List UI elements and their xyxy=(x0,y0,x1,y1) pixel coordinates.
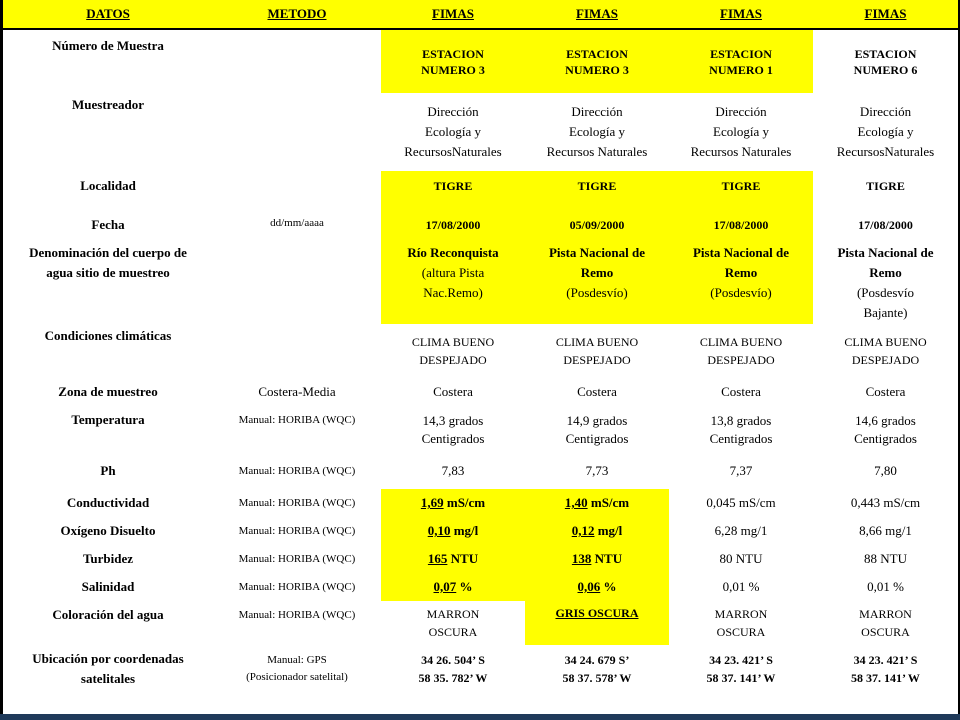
value-cell: 17/08/2000 xyxy=(381,201,525,241)
row-label: Condiciones climáticas xyxy=(44,328,172,343)
table-row xyxy=(3,453,958,489)
value-cell: Dirección Ecología y Recursos Naturales xyxy=(546,104,648,159)
value-cell: 0,07 % xyxy=(381,573,525,601)
value-cell: 88 NTU xyxy=(864,551,907,566)
header-fimas-4: FIMAS xyxy=(813,0,958,29)
value-cell: Río Reconquista (altura Pista Nac.Remo) xyxy=(381,241,525,324)
method-cell: dd/mm/aaaa xyxy=(270,217,324,229)
table-row xyxy=(3,573,958,601)
value-cell: 0,01 % xyxy=(867,579,904,594)
value-cell: 165 NTU xyxy=(381,545,525,573)
value-cell: 34 26. 504’ S 58 35. 782’ W xyxy=(418,653,488,685)
value-cell: 34 23. 421’ S 58 37. 141’ W xyxy=(706,653,776,685)
row-label: Ph xyxy=(100,463,116,478)
method-cell: Manual: HORIBA (WQC) xyxy=(238,609,356,621)
method-cell: Manual: HORIBA (WQC) xyxy=(238,553,356,565)
value-cell: 0,01 % xyxy=(722,579,760,594)
value-cell: Pista Nacional de Remo (Posdesvío) xyxy=(525,241,669,324)
header-datos: DATOS xyxy=(3,0,213,29)
value-cell: 0,10 mg/l xyxy=(381,517,525,545)
value-cell: TIGRE xyxy=(381,171,525,201)
table-row xyxy=(3,407,958,453)
method-cell: Manual: GPS (Posicionador satelital) xyxy=(246,654,348,683)
value-cell: TIGRE xyxy=(669,171,813,201)
value-cell: 6,28 mg/1 xyxy=(714,523,768,538)
value-cell: 138 NTU xyxy=(525,545,669,573)
table-header-row xyxy=(3,0,958,29)
header-fimas-2: FIMAS xyxy=(525,0,669,29)
table-row xyxy=(3,171,958,201)
method-cell: Manual: HORIBA (WQC) xyxy=(238,525,356,537)
value-cell: 7,80 xyxy=(874,463,897,478)
value-cell: Costera xyxy=(433,384,473,399)
table-row xyxy=(3,517,958,545)
row-label: Turbidez xyxy=(82,551,134,566)
value-cell: 14,6 grados Centigrados xyxy=(854,413,917,446)
row-label: Número de Muestra xyxy=(52,38,164,53)
table-row xyxy=(3,241,958,324)
value-cell: CLIMA BUENO DESPEJADO xyxy=(844,334,927,367)
value-cell: 80 NTU xyxy=(719,551,763,566)
value-cell: ESTACION NUMERO 3 xyxy=(525,29,669,93)
table-row xyxy=(3,29,958,93)
value-cell: CLIMA BUENO DESPEJADO xyxy=(411,334,495,367)
table-row xyxy=(3,489,958,517)
value-cell: 0,06 % xyxy=(525,573,669,601)
value-cell: MARRON OSCURA xyxy=(714,607,768,639)
value-cell: 7,73 xyxy=(585,463,609,478)
value-cell: Costera xyxy=(865,384,906,399)
value-cell: TIGRE xyxy=(866,179,905,193)
table-row xyxy=(3,645,958,693)
row-label: Salinidad xyxy=(81,579,135,594)
method-cell: Manual: HORIBA (WQC) xyxy=(238,465,356,477)
header-fimas-3: FIMAS xyxy=(669,0,813,29)
value-cell: 1,40 mS/cm xyxy=(525,489,669,517)
table-row xyxy=(3,324,958,377)
method-cell xyxy=(213,324,381,377)
method-cell xyxy=(213,29,381,93)
method-cell: Costera-Media xyxy=(258,384,336,399)
row-label: Localidad xyxy=(80,178,136,193)
table-row xyxy=(3,545,958,573)
value-cell: 34 24. 679 S’ 58 37. 578’ W xyxy=(562,653,632,685)
value-cell: 05/09/2000 xyxy=(525,201,669,241)
row-label: Muestreador xyxy=(72,97,144,112)
value-cell: 17/08/2000 xyxy=(669,201,813,241)
method-cell: Manual: HORIBA (WQC) xyxy=(238,581,356,593)
water-quality-table xyxy=(3,0,958,693)
value-cell: 14,9 grados Centigrados xyxy=(565,413,629,446)
method-cell: Manual: HORIBA (WQC) xyxy=(238,414,356,426)
value-cell: 1,69 mS/cm xyxy=(381,489,525,517)
table-row xyxy=(3,201,958,241)
value-cell: 8,66 mg/1 xyxy=(859,523,912,538)
value-cell: Pista Nacional de Remo (Posdesvío Bajante) xyxy=(837,245,934,320)
value-cell: MARRON OSCURA xyxy=(859,607,912,639)
bottom-bar xyxy=(0,714,960,720)
value-cell: ESTACION NUMERO 1 xyxy=(669,29,813,93)
value-cell: GRIS OSCURA xyxy=(525,601,669,645)
value-cell: 0,12 mg/l xyxy=(525,517,669,545)
row-label: Temperatura xyxy=(71,412,145,427)
value-cell: 14,3 grados Centigrados xyxy=(421,413,485,446)
value-cell: Costera xyxy=(577,384,617,399)
method-cell xyxy=(213,171,381,201)
value-cell: MARRON OSCURA xyxy=(426,607,480,639)
row-label: Oxígeno Disuelto xyxy=(60,523,156,538)
value-cell: 7,83 xyxy=(441,463,465,478)
value-cell: 0,045 mS/cm xyxy=(706,495,776,510)
row-label: Coloración del agua xyxy=(52,607,164,622)
value-cell: CLIMA BUENO DESPEJADO xyxy=(699,334,783,367)
value-cell: 0,443 mS/cm xyxy=(850,495,921,510)
value-cell: CLIMA BUENO DESPEJADO xyxy=(555,334,639,367)
table-row xyxy=(3,601,958,645)
row-label: Conductividad xyxy=(66,495,150,510)
value-cell: Dirección Ecología y Recursos Naturales xyxy=(690,104,792,159)
row-label: Zona de muestreo xyxy=(58,384,158,399)
row-label: Fecha xyxy=(91,217,125,232)
value-cell: ESTACION NUMERO 3 xyxy=(381,29,525,93)
value-cell: Dirección Ecología y RecursosNaturales xyxy=(404,104,502,159)
table-row xyxy=(3,377,958,407)
value-cell: ESTACION NUMERO 6 xyxy=(853,46,918,77)
value-cell: Pista Nacional de Remo (Posdesvío) xyxy=(669,241,813,324)
value-cell: 13,8 grados Centigrados xyxy=(709,413,773,446)
header-fimas-1: FIMAS xyxy=(381,0,525,29)
row-label: Ubicación por coordenadas satelitales xyxy=(32,651,184,686)
row-label: Denominación del cuerpo de agua sitio de muestreo xyxy=(29,245,187,280)
header-metodo: METODO xyxy=(213,0,381,29)
value-cell: Costera xyxy=(721,384,761,399)
table-row xyxy=(3,93,958,171)
value-cell: 34 23. 421’ S 58 37. 141’ W xyxy=(851,653,920,685)
value-cell: 17/08/2000 xyxy=(858,218,913,232)
method-cell xyxy=(213,241,381,324)
value-cell: TIGRE xyxy=(525,171,669,201)
method-cell xyxy=(213,93,381,171)
value-cell: Dirección Ecología y RecursosNaturales xyxy=(836,104,935,159)
value-cell: 7,37 xyxy=(729,463,753,478)
method-cell: Manual: HORIBA (WQC) xyxy=(238,497,356,509)
